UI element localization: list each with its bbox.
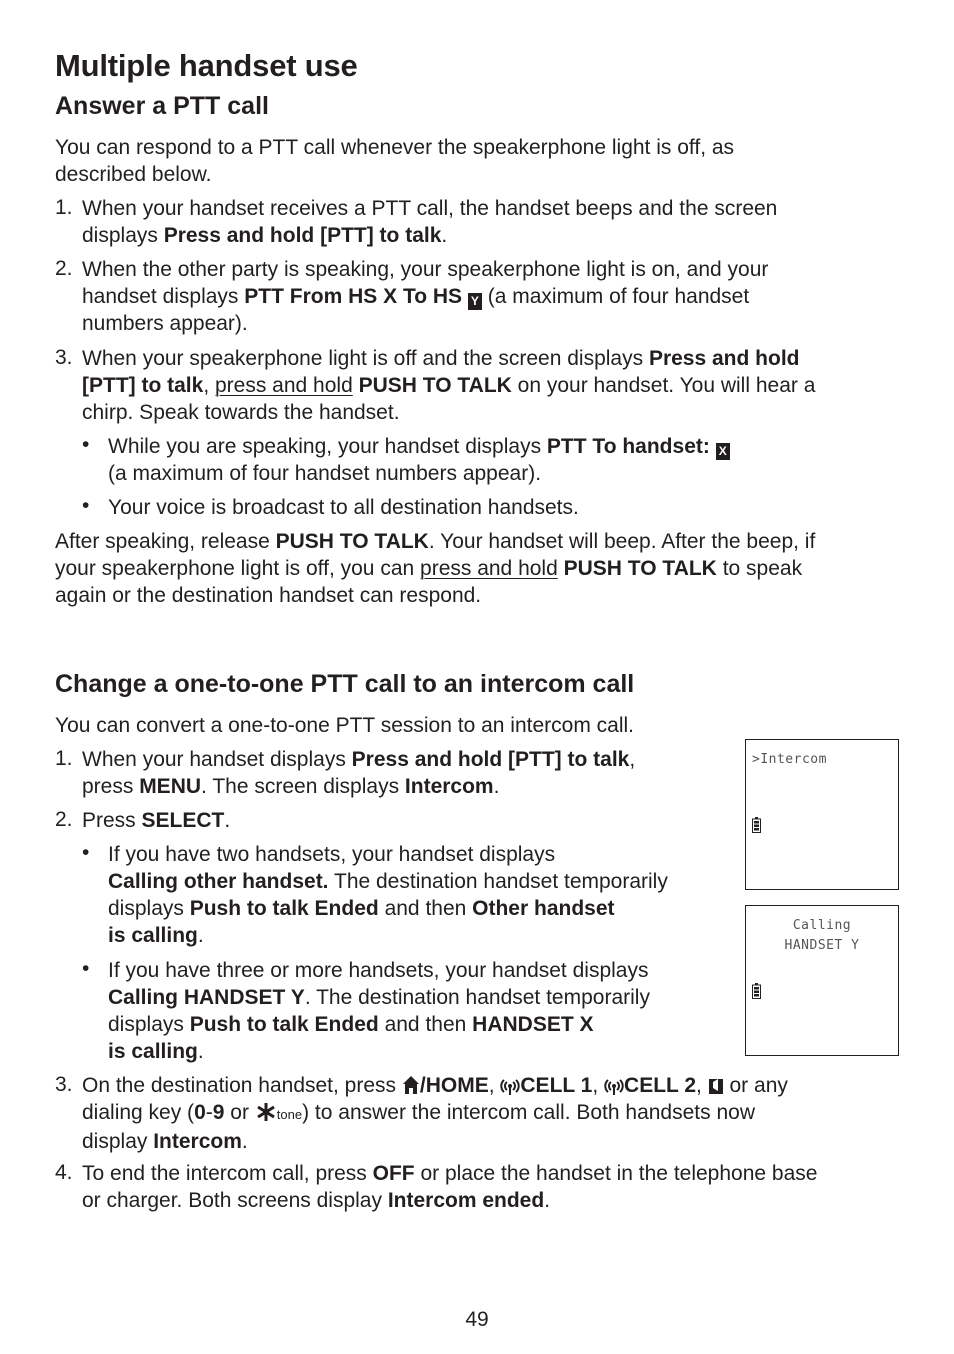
step-line: displays Press and hold [PTT] to talk. [82,224,448,247]
bullet-1-text [108,433,730,487]
display-text: Press and hold [PTT] to talk [163,224,442,247]
step-line: When your speakerphone light is off and the screen displays Press and hold [82,347,800,370]
bullet-2-text [108,957,650,1065]
step-1-text [82,746,635,800]
handset-screen-calling [745,905,899,1056]
bullet-line: Calling HANDSET Y. The destination handset temporarily [108,986,650,1009]
step-line: or charger. Both screens display Intercom ended. [82,1189,551,1212]
step-number: 1. [55,196,73,219]
step-number: 3. [55,1073,73,1096]
bullet-marker: • [82,841,90,864]
key-name: PUSH TO TALK [358,374,512,397]
step-line: When the other party is speaking, your speakerphone light is on, and your [82,258,769,281]
bullet-marker: • [82,433,90,456]
step-number: 2. [55,257,73,280]
step-2-text: Press SELECT. [82,809,231,832]
intro-line: described below. [55,163,212,186]
step-line: press MENU. The screen displays Intercom. [82,775,500,798]
intro-paragraph [55,134,734,188]
handset-screen-intercom [745,739,899,890]
bullet-2-text: Your voice is broadcast to all destination handsets. [108,496,579,519]
step-2-text [82,256,768,337]
step-line: chirp. Speak towards the handset. [82,401,400,424]
step-3-text [82,1072,788,1155]
para-line: your speakerphone light is off, you can press and hold PUSH TO TALK to speak [55,557,803,580]
battery-icon [752,817,761,833]
step-3-text [82,345,815,426]
step-number: 2. [55,808,73,831]
bullet-line: (a maximum of four handset numbers appear). [108,462,542,485]
bullet-line: displays Push to talk Ended and then HANDSET X [108,1013,594,1036]
bullet-line: While you are speaking, your handset displays PTT To handset: X [108,433,730,460]
cell-signal-icon [604,1077,624,1095]
step-line: display Intercom. [82,1130,248,1153]
intro-paragraph: You can convert a one-to-one PTT session to an intercom call. [55,714,634,737]
handset-x-box: X [716,443,730,460]
page-title: Multiple handset use [55,48,358,83]
step-line: numbers appear). [82,312,248,335]
step-number: 3. [55,346,73,369]
press-and-hold-emphasis: press and hold [215,374,353,397]
after-speaking-paragraph [55,528,815,609]
bullet-line: is calling. [108,1040,204,1063]
battery-icon [752,983,761,999]
star-tone-key-icon [255,1102,277,1122]
bullet-line: If you have three or more handsets, your handset displays [108,959,649,982]
step-1-text [82,195,777,249]
step-number: 1. [55,747,73,770]
page-number: 49 [465,1308,489,1331]
cell-signal-icon [500,1077,520,1095]
intro-line: You can respond to a PTT call whenever the speakerphone light is off, as [55,136,735,159]
bullet-line: displays Push to talk Ended and then Other handset [108,897,615,920]
section-heading-intercom: Change a one-to-one PTT call to an intercom call [55,670,635,698]
screen-line: HANDSET Y [784,938,860,953]
step-line: dialing key (0-9 or tone) to answer the intercom call. Both handsets now [82,1101,755,1124]
bullet-marker: • [82,957,90,980]
bullet-line: Calling other handset. The destination handset temporarily [108,870,668,893]
step-line: [PTT] to talk, press and hold PUSH TO TALK on your handset. You will hear a [82,374,816,397]
home-icon [402,1075,420,1095]
step-line: To end the intercom call, press OFF or place the handset in the telephone base [82,1162,818,1185]
screen-line: >Intercom [752,752,827,767]
tone-label: tone [276,1107,303,1122]
para-line: After speaking, release PUSH TO TALK. Your handset will beep. After the beep, if [55,530,816,553]
speaker-icon [708,1075,724,1095]
step-number: 4. [55,1161,73,1184]
bullet-marker: • [82,494,90,517]
step-4-text [82,1160,817,1214]
handset-y-box: Y [468,293,482,310]
step-line: When your handset displays Press and hold [PTT] to talk, [82,748,636,771]
step-line: On the destination handset, press /HOME, CELL 1, CELL 2, or any [82,1074,788,1097]
bullet-line: If you have two handsets, your handset displays [108,843,556,866]
section-heading-answer-ptt: Answer a PTT call [55,92,269,120]
para-line: again or the destination handset can respond. [55,584,482,607]
bullet-line: is calling. [108,924,204,947]
step-line: When your handset receives a PTT call, the handset beeps and the screen [82,197,778,220]
screen-line: Calling [792,918,852,933]
bullet-1-text [108,841,668,949]
display-text: PTT From HS X To HS [244,285,468,308]
step-line: handset displays PTT From HS X To HS Y (a maximum of four handset [82,285,750,308]
